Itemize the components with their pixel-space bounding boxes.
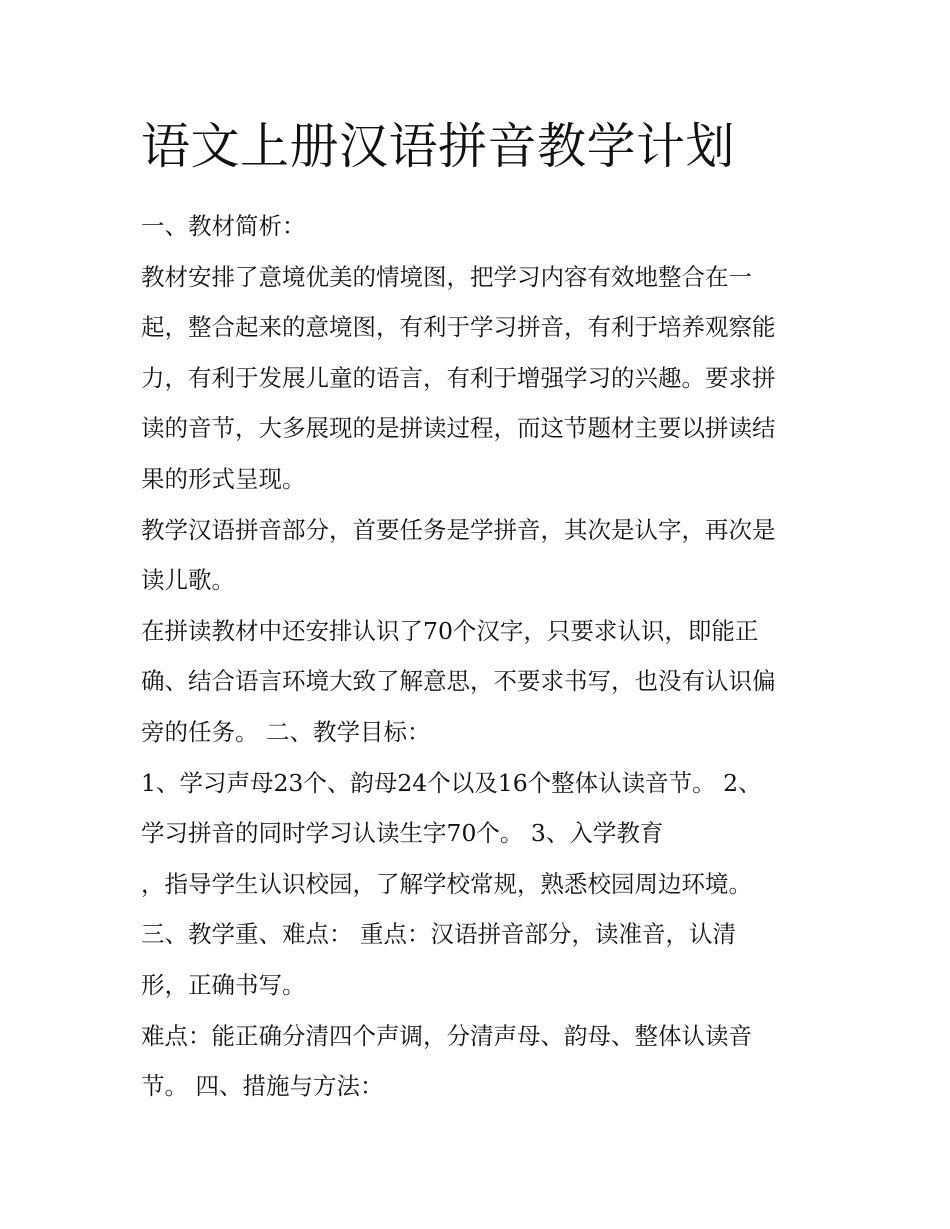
text-line: 形，正确书写。	[141, 970, 306, 999]
text-line: 难点：能正确分清四个声调，分清声母、韵母、整体认读音	[141, 1021, 752, 1050]
text-line: 旁的任务。 二、教学目标：	[141, 717, 431, 746]
text-line: 1、学习声母23个、韵母24个以及16个整体认读音节。 2、	[141, 768, 762, 797]
page-title: 语文上册汉语拼音教学计划	[141, 118, 736, 175]
text-line: 教学汉语拼音部分，首要任务是学拼音，其次是认字，再次是	[141, 515, 776, 544]
text-line: 起，整合起来的意境图，有利于学习拼音，有利于培养观察能	[141, 313, 776, 342]
text-line: ，指导学生认识校园，了解学校常规，熟悉校园周边环境。	[141, 869, 752, 898]
text-line: 力，有利于发展儿童的语言，有利于增强学习的兴趣。要求拼	[141, 363, 776, 392]
text-line: 确、结合语言环境大致了解意思，不要求书写，也没有认识偏	[141, 667, 776, 696]
text-line: 读的音节，大多展现的是拼读过程，而这节题材主要以拼读结	[141, 414, 776, 443]
text-line: 在拼读教材中还安排认识了70个汉字，只要求认识，即能正	[141, 616, 759, 645]
document-body	[141, 201, 841, 1112]
text-line: 读儿歌。	[141, 566, 235, 595]
text-line: 学习拼音的同时学习认读生字70个。 3、入学教育	[141, 819, 664, 848]
text-line: 教材安排了意境优美的情境图，把学习内容有效地整合在一	[141, 262, 752, 291]
text-line: 三、教学重、难点： 重点：汉语拼音部分，读准音，认清	[141, 920, 736, 949]
text-line: 一、教材简析：	[141, 212, 306, 240]
text-line: 果的形式呈现。	[141, 464, 306, 493]
text-line: 节。 四、措施与方法：	[141, 1072, 384, 1101]
